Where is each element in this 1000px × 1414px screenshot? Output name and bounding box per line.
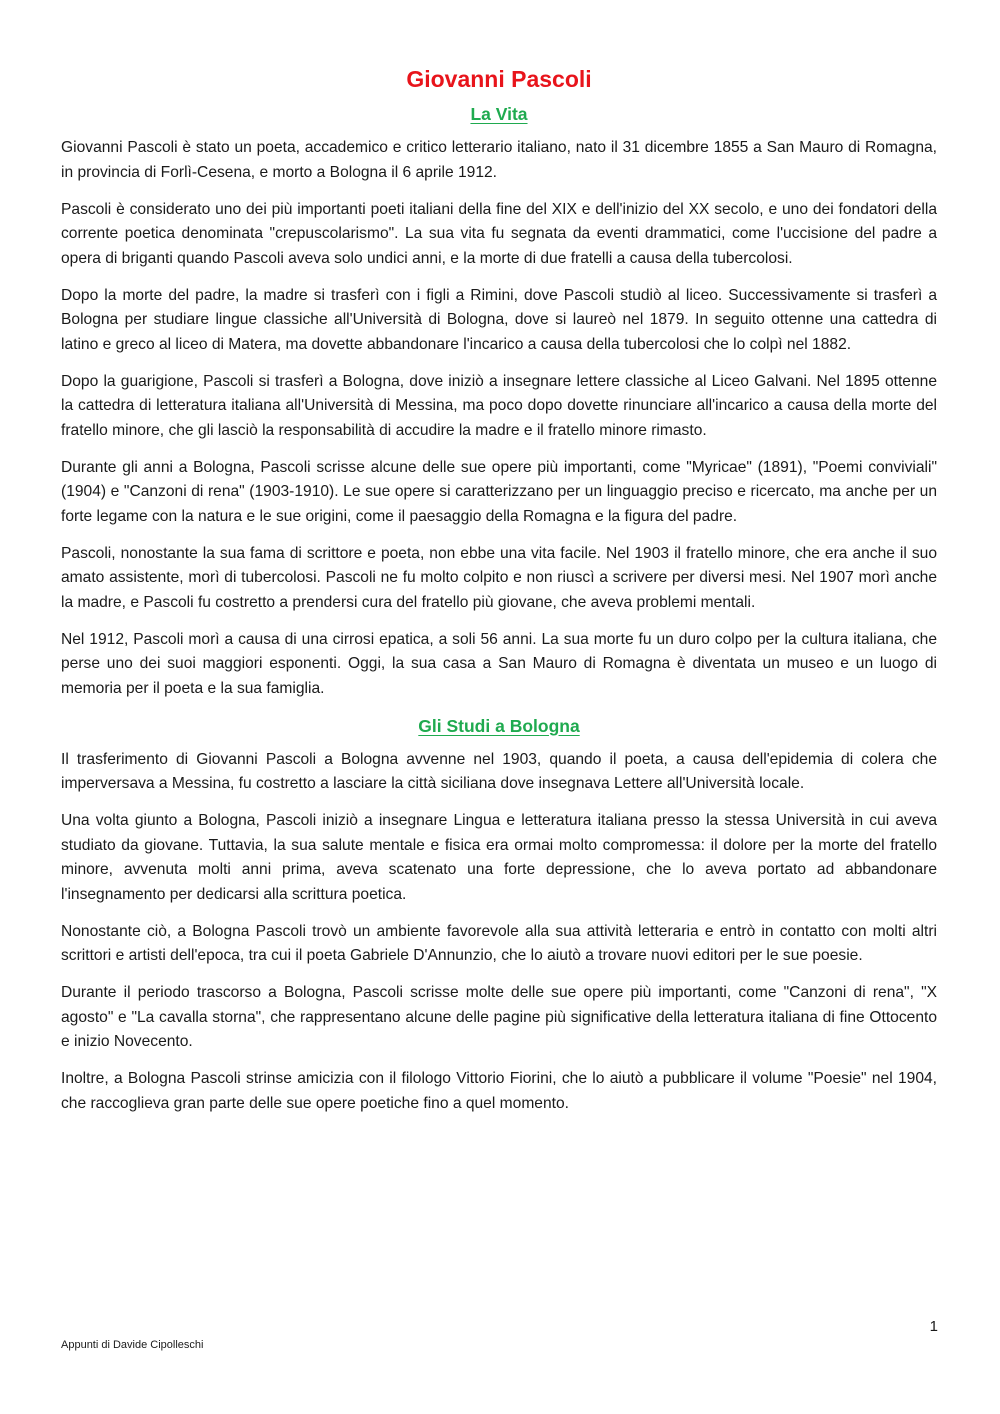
paragraph: Nel 1912, Pascoli morì a causa di una cirrosi epatica, a soli 56 anni. La sua morte fu un duro colpo per la cultura italiana, che perse uno dei suoi maggiori esponenti. Oggi, la sua casa a San Mauro di Romagna è diventata un museo e un luogo di memoria per il poeta e la sua famiglia. bbox=[61, 630, 937, 697]
paragraph: Una volta giunto a Bologna, Pascoli iniziò a insegnare Lingua e letteratura italiana presso la stessa Università in cui aveva studiato da giovane. Tuttavia, la sua salute mentale e fisica era ormai molto compromessa: il dolore per la morte del fratello minore, avvenuta molti anni prima, aveva scatenato una forte depressione, che lo aveva portato ad abbandonare l'insegnamento per dedicarsi alla scrittura poetica. bbox=[61, 812, 937, 903]
section-la-vita bbox=[61, 102, 937, 701]
paragraph: Durante gli anni a Bologna, Pascoli scrisse alcune delle sue opere più importanti, come "Myricae" (1891), "Poemi conviviali" (1904) e "Canzoni di rena" (1903-1910). Le sue opere si caratterizzano per un linguaggio preciso e ricercato, ma anche per un forte legame con la natura e le sue origini, come il paesaggio della Romagna e la figura del padre. bbox=[61, 458, 937, 525]
section-gli-studi-a-bologna bbox=[61, 714, 937, 1117]
paragraph: Dopo la morte del padre, la madre si trasferì con i figli a Rimini, dove Pascoli studiò al liceo. Successivamente si trasferì a Bologna per studiare lingue classiche all'Università di Bologna, dove si laureò nel 1879. In seguito ottenne una cattedra di latino e greco al liceo di Matera, ma dovette abbandonare l'incarico a causa della tubercolosi che lo colpì nel 1882. bbox=[61, 286, 937, 353]
paragraph: Il trasferimento di Giovanni Pascoli a Bologna avvenne nel 1903, quando il poeta, a causa dell'epidemia di colera che imperversava a Messina, fu costretto a lasciare la città siciliana dove insegnava Lettere all'Università locale. bbox=[61, 750, 937, 792]
document-page bbox=[61, 60, 937, 1129]
footer-note: Appunti di Davide Cipolleschi bbox=[61, 1339, 204, 1351]
page-number: 1 bbox=[929, 1318, 938, 1335]
paragraph: Dopo la guarigione, Pascoli si trasferì a Bologna, dove iniziò a insegnare lettere classiche al Liceo Galvani. Nel 1895 ottenne la cattedra di letteratura italiana all'Università di Messina, ma poco dopo dovette rinunciare all'incarico a causa della morte del fratello minore, che gli lasciò la responsabilità di accudire la madre e il fratello minore rimasto. bbox=[61, 372, 937, 439]
paragraph: Nonostante ciò, a Bologna Pascoli trovò un ambiente favorevole alla sua attività letteraria e entrò in contatto con molti altri scrittori e artisti dell'epoca, tra cui il poeta Gabriele D'Annunzio, che lo aiutò a trovare nuovi editori per le sue poesie. bbox=[61, 922, 937, 964]
paragraph: Inoltre, a Bologna Pascoli strinse amicizia con il filologo Vittorio Fiorini, che lo aiutò a pubblicare il volume "Poesie" nel 1904, che raccoglieva gran parte delle sue opere poetiche fino a quel momento. bbox=[61, 1070, 937, 1112]
section-heading: La Vita bbox=[470, 104, 528, 124]
paragraph: Pascoli è considerato uno dei più importanti poeti italiani della fine del XIX e dell'inizio del XX secolo, e uno dei fondatori della corrente poetica denominata "crepuscolarismo". La sua vita fu segnata da eventi drammatici, come l'uccisione del padre a opera di briganti quando Pascoli aveva solo undici anni, e la morte di due fratelli a causa della tubercolosi. bbox=[61, 200, 937, 267]
section-heading: Gli Studi a Bologna bbox=[418, 715, 580, 736]
paragraph: Giovanni Pascoli è stato un poeta, accademico e critico letterario italiano, nato il 31 dicembre 1855 a San Mauro di Romagna, in provincia di Forlì-Cesena, e morto a Bologna il 6 aprile 1912. bbox=[61, 139, 937, 181]
paragraph: Durante il periodo trascorso a Bologna, Pascoli scrisse molte delle sue opere più importanti, come "Canzoni di rena", "X agosto" e "La cavalla storna", che rappresentano alcune delle pagine più significative della letteratura italiana di fine Ottocento e inizio Novecento. bbox=[61, 984, 937, 1050]
paragraph: Pascoli, nonostante la sua fama di scrittore e poeta, non ebbe una vita facile. Nel 1903 il fratello minore, che era anche il suo amato assistente, morì di tubercolosi. Pascoli ne fu molto colpito e non riuscì a scrivere per diversi mesi. Nel 1907 morì anche la madre, e Pascoli fu costretto a prendersi cura del fratello più giovane, che aveva problemi mentali. bbox=[61, 544, 937, 611]
document-title: Giovanni Pascoli bbox=[406, 66, 592, 92]
